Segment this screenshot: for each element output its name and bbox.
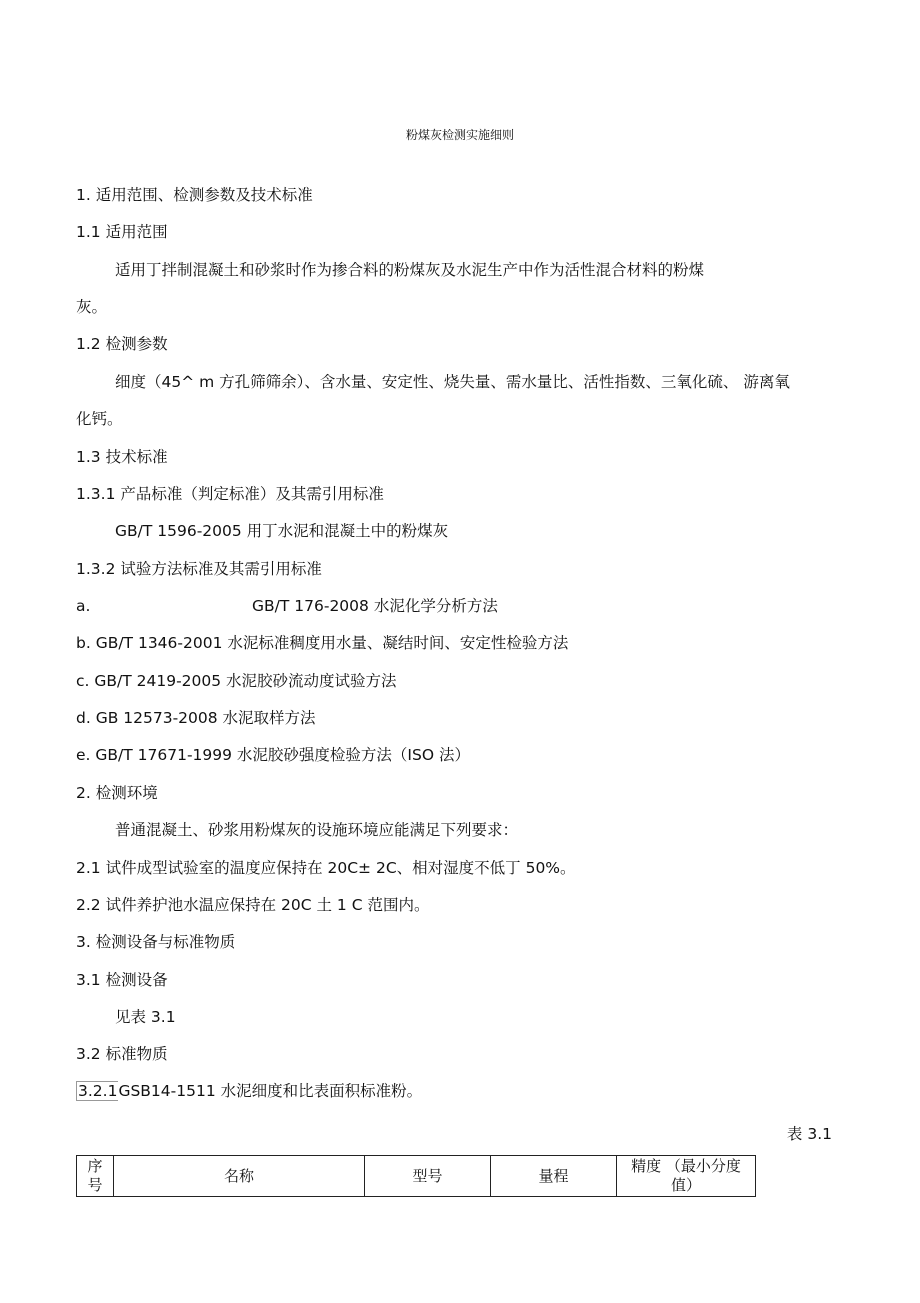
section-3-2-1-text: GSB14-1511 水泥细度和比表面积标准粉。 xyxy=(118,1082,423,1100)
section-1-1-paragraph-line2: 灰。 xyxy=(76,298,108,316)
header-seq-line1: 序 xyxy=(87,1157,103,1175)
section-1-3-1-paragraph: GB/T 1596-2005 用丁水泥和混凝土中的粉煤灰 xyxy=(115,522,449,540)
list-item-a-label: a. xyxy=(76,597,91,615)
list-item-e: e. GB/T 17671-1999 水泥胶砂强度检验方法（ISO 法） xyxy=(76,746,470,764)
section-2-paragraph: 普通混凝土、砂浆用粉煤灰的设施环境应能满足下列要求： xyxy=(115,821,519,839)
header-seq-line2: 号 xyxy=(87,1176,103,1194)
table-header-row xyxy=(77,1156,756,1197)
section-3-2-heading: 3.2 标准物质 xyxy=(76,1045,168,1063)
section-1-2-heading: 1.2 检测参数 xyxy=(76,335,168,353)
section-1-heading: 1. 适用范围、检测参数及技术标准 xyxy=(76,186,313,204)
header-precision xyxy=(617,1156,756,1197)
header-seq xyxy=(77,1156,114,1197)
list-item-a-text: GB/T 176-2008 水泥化学分析方法 xyxy=(252,597,498,615)
section-1-3-2-heading: 1.3.2 试验方法标准及其需引用标准 xyxy=(76,560,322,578)
section-2-1-text: 2.1 试件成型试验室的温度应保持在 20C± 2C、相对湿度不低丁 50%。 xyxy=(76,859,576,877)
list-item-b: b. GB/T 1346-2001 水泥标准稠度用水量、凝结时间、安定性检验方法 xyxy=(76,634,569,652)
list-item-d: d. GB 12573-2008 水泥取样方法 xyxy=(76,709,316,727)
section-2-2-text: 2.2 试件养护池水温应保持在 20C 土 1 C 范围内。 xyxy=(76,896,430,914)
section-1-3-heading: 1.3 技术标准 xyxy=(76,448,168,466)
header-precision-line2: 值） xyxy=(670,1176,701,1194)
section-3-1-paragraph: 见表 3.1 xyxy=(115,1008,176,1026)
section-1-1-paragraph-line1: 适用丁拌制混凝土和砂浆时作为掺合料的粉煤灰及水泥生产中作为活性混合材料的粉煤 xyxy=(115,261,705,279)
section-3-heading: 3. 检测设备与标准物质 xyxy=(76,933,236,951)
section-3-1-heading: 3.1 检测设备 xyxy=(76,971,168,989)
section-1-1-heading: 1.1 适用范围 xyxy=(76,223,168,241)
table-caption: 表 3.1 xyxy=(786,1125,832,1143)
header-model: 型号 xyxy=(365,1156,491,1197)
header-name: 名称 xyxy=(114,1156,365,1197)
header-precision-line1: 精度 （最小分度 xyxy=(631,1157,741,1175)
equipment-table xyxy=(76,1155,756,1197)
document-title: 粉煤灰检测实施细则 xyxy=(405,128,514,142)
header-range: 量程 xyxy=(491,1156,617,1197)
section-1-2-paragraph-line1: 细度（45^ m 方孔筛筛余）、含水量、安定性、烧失量、需水量比、活性指数、三氧化硫、 游离氧 xyxy=(115,373,790,391)
section-2-heading: 2. 检测环境 xyxy=(76,784,158,802)
section-1-3-1-heading: 1.3.1 产品标准（判定标准）及其需引用标准 xyxy=(76,485,384,503)
section-3-2-1-number: 3.2.1 xyxy=(78,1082,118,1100)
list-item-c: c. GB/T 2419-2005 水泥胶砂流动度试验方法 xyxy=(76,672,397,690)
section-3-2-1-item xyxy=(76,1080,422,1102)
section-1-2-paragraph-line2: 化钙。 xyxy=(76,410,123,428)
